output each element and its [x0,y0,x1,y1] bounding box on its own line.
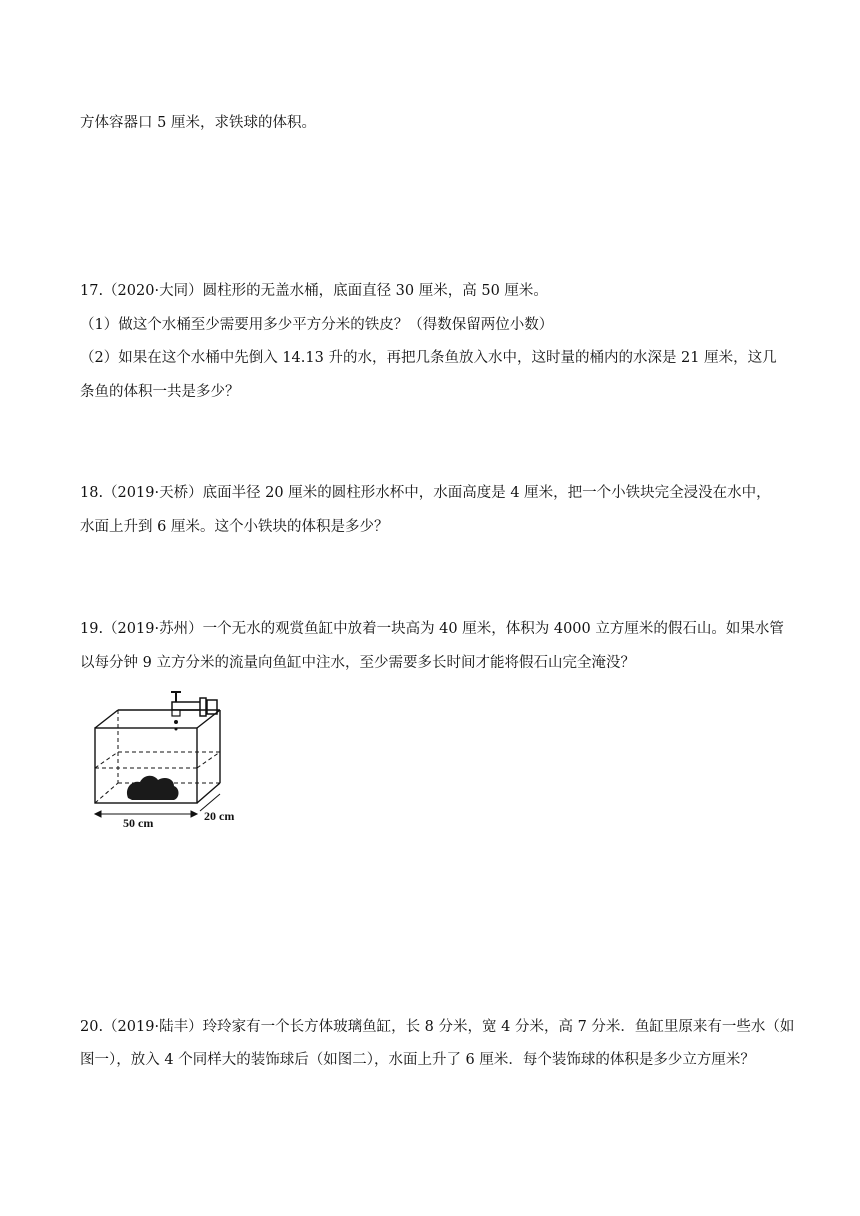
question-17-part-1: （1）做这个水桶至少需要用多少平方分米的铁皮？（得数保留两位小数） [80,317,554,333]
fish-tank-figure [80,680,250,830]
question-17-part-2-continued: 条鱼的体积一共是多少？ [80,384,240,400]
rock-icon [127,776,179,800]
question-19-stem: 19.（2019·苏州）一个无水的观赏鱼缸中放着一块高为 40 厘米，体积为 4000 立方厘米的假石山。如果水管 [80,621,784,637]
tank-width-label: 20 cm [204,809,235,823]
question-20-stem-continued: 图一），放入 4 个同样大的装饰球后（如图二），水面上升了 6 厘米．每个装饰球的体积是多少立方厘米？ [80,1052,755,1068]
tank-length-label: 50 cm [123,816,154,830]
question-19-stem-continued: 以每分钟 9 立方分米的流量向鱼缸中注水，至少需要多长时间才能将假石山完全淹没？ [80,655,635,671]
question-17-stem: 17.（2020·大同）圆柱形的无盖水桶，底面直径 30 厘米，高 50 厘米。 [80,283,548,299]
question-20-stem: 20.（2019·陆丰）玲玲家有一个长方体玻璃鱼缸，长 8 分米，宽 4 分米，高 7 分米．鱼缸里原来有一些水（如 [80,1019,795,1035]
question-18-stem-continued: 水面上升到 6 厘米。这个小铁块的体积是多少？ [80,519,389,535]
question-18-stem: 18.（2019·天桥）底面半径 20 厘米的圆柱形水杯中，水面高度是 4 厘米，把一个小铁块完全浸没在水中， [80,485,771,501]
faucet-icon [171,692,217,731]
fish-tank-diagram [80,680,250,830]
previous-question-fragment: 方体容器口 5 厘米，求铁球的体积。 [80,115,316,131]
question-17-part-2: （2）如果在这个水桶中先倒入 14.13 升的水，再把几条鱼放入水中，这时量的桶内的水深是 21 厘米，这几 [80,350,777,366]
